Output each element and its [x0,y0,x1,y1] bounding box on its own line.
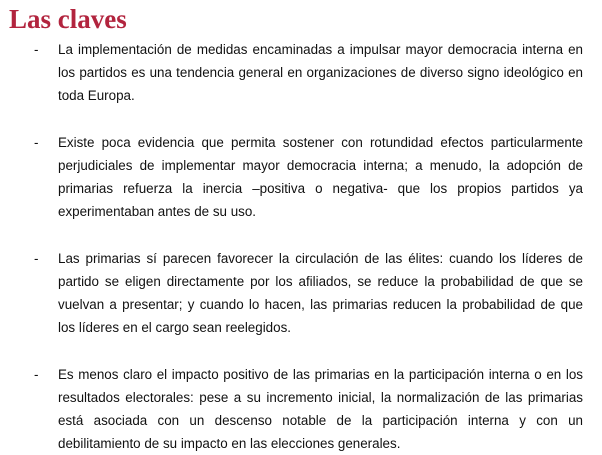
list-item [0,131,602,223]
bullet-dash: - [34,42,39,57]
bullet-dash: - [34,367,39,382]
list-item [0,363,602,455]
list-item-text: Existe poca evidencia que permita sostener con rotundidad efectos particularmente perjudiciales de implementar mayor democracia interna; a menudo, la adopción de primarias refuerza la inercia –positiva o negativa- que los propios partidos ya experimentaban antes de su uso. [58,135,583,219]
key-points-list [0,38,602,455]
list-item-text: Es menos claro el impacto positivo de las primarias en la participación interna o en los resultados electorales: pese a su incremento inicial, la normalización de las primarias está asociada con un descenso notable de la participación interna y con un debilitamiento de su impacto en las elecciones generales. [58,367,583,451]
list-item [0,247,602,339]
list-item-text: Las primarias sí parecen favorecer la circulación de las élites: cuando los líderes de partido se eligen directamente por los afiliados, se reduce la probabilidad de que se vuelvan a presentar; y cuando lo hacen, las primarias reducen la probabilidad de que los líderes en el cargo sean reelegidos. [58,251,583,335]
list-item-text: La implementación de medidas encaminadas a impulsar mayor democracia interna en los partidos es una tendencia general en organizaciones de diverso signo ideológico en toda Europa. [58,42,583,103]
section-heading: Las claves [9,4,127,34]
list-item [0,38,602,107]
bullet-dash: - [34,135,39,150]
bullet-dash: - [34,251,39,266]
